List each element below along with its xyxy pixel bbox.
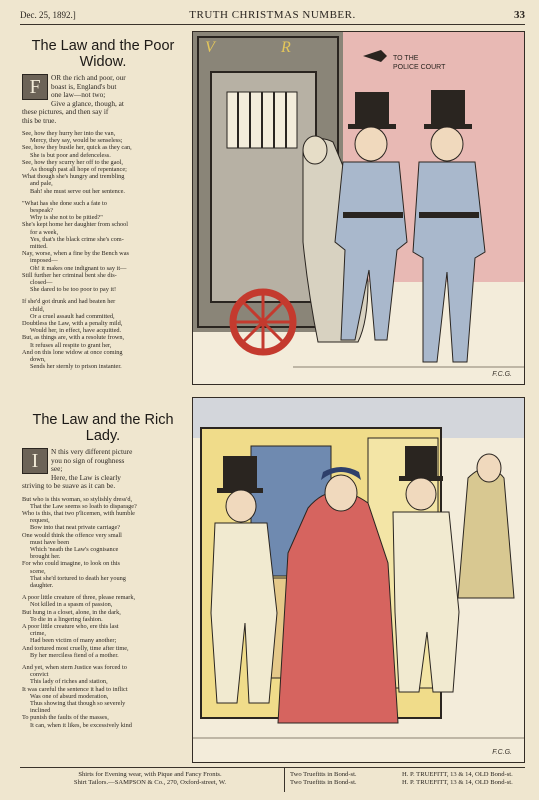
poem2-intro	[22, 448, 184, 491]
page-footer	[20, 767, 525, 798]
poem1-title-line1: The Law and the Poor	[31, 38, 175, 54]
poem1-intro-line: this be true.	[22, 116, 57, 125]
verse-line: crime,	[30, 630, 46, 638]
verse-line: She's kept home her daughter from school	[22, 221, 129, 229]
poem2-stanza1	[22, 496, 184, 590]
illustration-rich-lady	[192, 397, 525, 763]
verse-line: She is but poor and defenceless.	[30, 151, 111, 159]
poem2-intro-line: Here, the Law is clearly	[51, 473, 121, 482]
verse-line: Bah! she must serve out her sentence.	[30, 187, 125, 195]
policeman2-helmet	[431, 90, 465, 126]
carriage-scene	[193, 398, 524, 762]
footer-advert-a: Two Truefitts in Bond-st.	[290, 779, 357, 786]
sign-text-line2: POLICE COURT	[393, 64, 446, 71]
verse-line: and pale,	[30, 180, 53, 188]
verse-line: But who is this woman, so stylishly dress'd,	[22, 495, 133, 503]
verse-line: To die in a lingering fashion.	[30, 615, 103, 623]
poem2-stanza2	[22, 594, 184, 659]
verse-line: Mercy, they say, would be senseless;	[30, 137, 123, 145]
footer-advert-sampson	[20, 771, 280, 787]
footer-left-line2: Shirt Tailors.—SAMPSON & Co., 270, Oxford-street, W.	[73, 779, 227, 786]
verse-line: As though past all hope of repentance;	[30, 166, 127, 174]
poem2-dropcap: I	[22, 448, 48, 474]
verse-line: What though she's hungry and trembling	[22, 173, 125, 181]
poem2-intro-line: see;	[51, 465, 63, 473]
poem1-intro-line: Give a glance, though, at	[51, 99, 124, 108]
footer-advert-truefitt	[290, 771, 526, 787]
poem2-title-line2: Lady.	[85, 428, 121, 444]
footer-advert-a: Two Truefitts in Bond-st.	[290, 771, 357, 778]
poem2-intro-line: striving to be suave as it can be.	[22, 482, 116, 490]
footer-advert-b: H. P. TRUEFITT, 13 & 14, OLD Bond-st.	[402, 771, 513, 778]
verse-line: But hung in a closet, alone, in the dark,	[22, 608, 121, 616]
poem-poor-widow	[22, 38, 184, 371]
verse-line: And yet, when stern Justice was forced to	[22, 663, 127, 671]
illustration1-signature: F.C.G.	[492, 371, 512, 378]
verse-line: And tortured most cruelly, time after time,	[22, 644, 129, 652]
verse-line: If she'd got drunk and had beaten her	[22, 298, 116, 306]
illustration2-signature: F.C.G.	[492, 749, 512, 756]
verse-line: Sends her sternly to prison instanter.	[30, 363, 122, 371]
verse-line: Had been victim of many another;	[30, 637, 117, 645]
verse-line: Who is this, that two p'licemen, with humble	[22, 509, 135, 517]
verse-line: scene,	[30, 567, 46, 575]
verse-line: But, as things are, with a resolute frown,	[22, 334, 125, 342]
verse-line: Why is she not to be pitied?"	[30, 214, 103, 222]
verse-line: Still further her criminal bent she dis-	[22, 271, 117, 279]
verse-line: And on this lone widow at once coming	[22, 348, 123, 356]
footer-left-line1: Shirts for Evening wear, with Pique and Fancy Fronts.	[78, 771, 222, 778]
verse-line: bespeak?	[30, 207, 54, 215]
poem1-dropcap: F	[22, 74, 48, 100]
verse-line: Yes, that's the black crime she's com-	[30, 235, 124, 243]
verse-line: Doubtless the Law, with a penalty mild,	[22, 320, 123, 328]
verse-line: convict	[30, 671, 49, 679]
verse-line: child,	[30, 305, 45, 313]
footer-advert-row	[290, 779, 526, 787]
verse-line: See, how they bustle her, quick as they can,	[22, 144, 132, 152]
verse-line: It was careful the sentence it had to inflict	[22, 685, 128, 693]
verse-line: It refuses all respite to grant her,	[30, 341, 112, 349]
verse-line: "What has she done such a fate to	[22, 199, 107, 207]
policeman3-hat	[223, 456, 257, 490]
verse-line: mitted.	[30, 243, 48, 251]
verse-line: request,	[30, 517, 50, 525]
verse-line: Bow into that neat private carriage?	[30, 524, 121, 532]
poem2-title-line1: The Law and the Rich	[32, 412, 174, 428]
verse-line: That she'd tortured to death her young	[30, 574, 126, 582]
header-page-number: 33	[514, 9, 525, 21]
verse-line: This lady of riches and station,	[30, 678, 108, 686]
verse-line: Was one of absurd moderation,	[30, 692, 109, 700]
poem1-title-line2: Widow.	[79, 54, 127, 70]
verse-line: A poor little creature who, ere this last	[22, 622, 119, 630]
poem1-title	[22, 38, 184, 70]
verse-line: See, how they hurry her into the van,	[22, 130, 116, 137]
page-header	[20, 8, 525, 25]
verse-line: A poor little creature of three, please remark,	[22, 594, 136, 602]
sign-text-line1: TO THE	[393, 55, 419, 62]
police-van-scene	[193, 32, 524, 384]
poem1-intro-line: OR the rich and poor, our	[51, 74, 126, 82]
policeman4-hat	[405, 446, 437, 478]
verse-line: Not killed in a spasm of passion,	[30, 601, 113, 609]
header-title: TRUTH CHRISTMAS NUMBER.	[189, 9, 356, 21]
verse-line: inclined	[30, 707, 51, 715]
verse-line: Which 'neath the Law's cognisance	[30, 545, 119, 553]
van-letter-right: R	[281, 39, 291, 56]
poem-rich-lady	[22, 412, 184, 729]
verse-line: daughter.	[30, 581, 54, 589]
poem2-intro-line: N this very different picture	[51, 448, 133, 456]
verse-line: Or a cruel assault had committed,	[30, 312, 115, 320]
verse-line: It can, when it likes, be excessively kind	[30, 721, 132, 729]
header-date: Dec. 25, 1892.]	[20, 10, 76, 20]
verse-line: closed—	[30, 279, 53, 287]
van-letter-left: V	[205, 39, 215, 56]
verse-line: She dared to be too poor to pay it!	[30, 286, 117, 294]
poem1-stanza3	[22, 298, 184, 370]
verse-line: brought her.	[30, 553, 61, 561]
footer-advert-b: H. P. TRUEFITT, 13 & 14, OLD Bond-st.	[402, 779, 513, 786]
verse-line: For who could imagine, to look on this	[22, 560, 120, 568]
poem1-intro-line: boast is, England's but	[51, 82, 117, 91]
footer-divider	[284, 768, 285, 792]
verse-line: must have been	[30, 538, 70, 546]
verse-line: That the Law seems so loath to disparage?	[30, 502, 137, 510]
verse-line: By her merciless fiend of a mother.	[30, 651, 119, 659]
poem2-stanza3	[22, 664, 184, 729]
verse-line: down,	[30, 356, 46, 364]
poem2-intro-line: you no sign of roughness	[51, 456, 125, 465]
verse-line: for a week,	[30, 228, 59, 236]
verse-line: Would her, in effect, have acquitted.	[30, 327, 122, 335]
poem1-intro-line: these pictures, and then say if	[22, 108, 109, 116]
illustration-poor-widow	[192, 31, 525, 385]
verse-line: To punish the faults of the masses,	[22, 714, 109, 722]
verse-line: Oh! it makes one indignant to say it—	[30, 264, 127, 272]
verse-line: See, how they scurry her off to the gaol,	[22, 158, 123, 166]
poem1-stanza1	[22, 130, 184, 195]
policeman1-helmet	[355, 92, 389, 126]
verse-line: Thus showing that though so severely	[30, 699, 126, 707]
footer-advert-row	[290, 771, 526, 779]
poem2-title	[22, 412, 184, 444]
poem1-stanza2	[22, 200, 184, 294]
poem1-intro	[22, 74, 184, 125]
poem1-intro-line: one law—not two;	[51, 91, 106, 99]
verse-line: One would think the offence very small	[22, 531, 122, 539]
verse-line: imposed—	[30, 257, 58, 265]
verse-line: Nay, worse, when a fine by the Bench was	[22, 250, 129, 258]
